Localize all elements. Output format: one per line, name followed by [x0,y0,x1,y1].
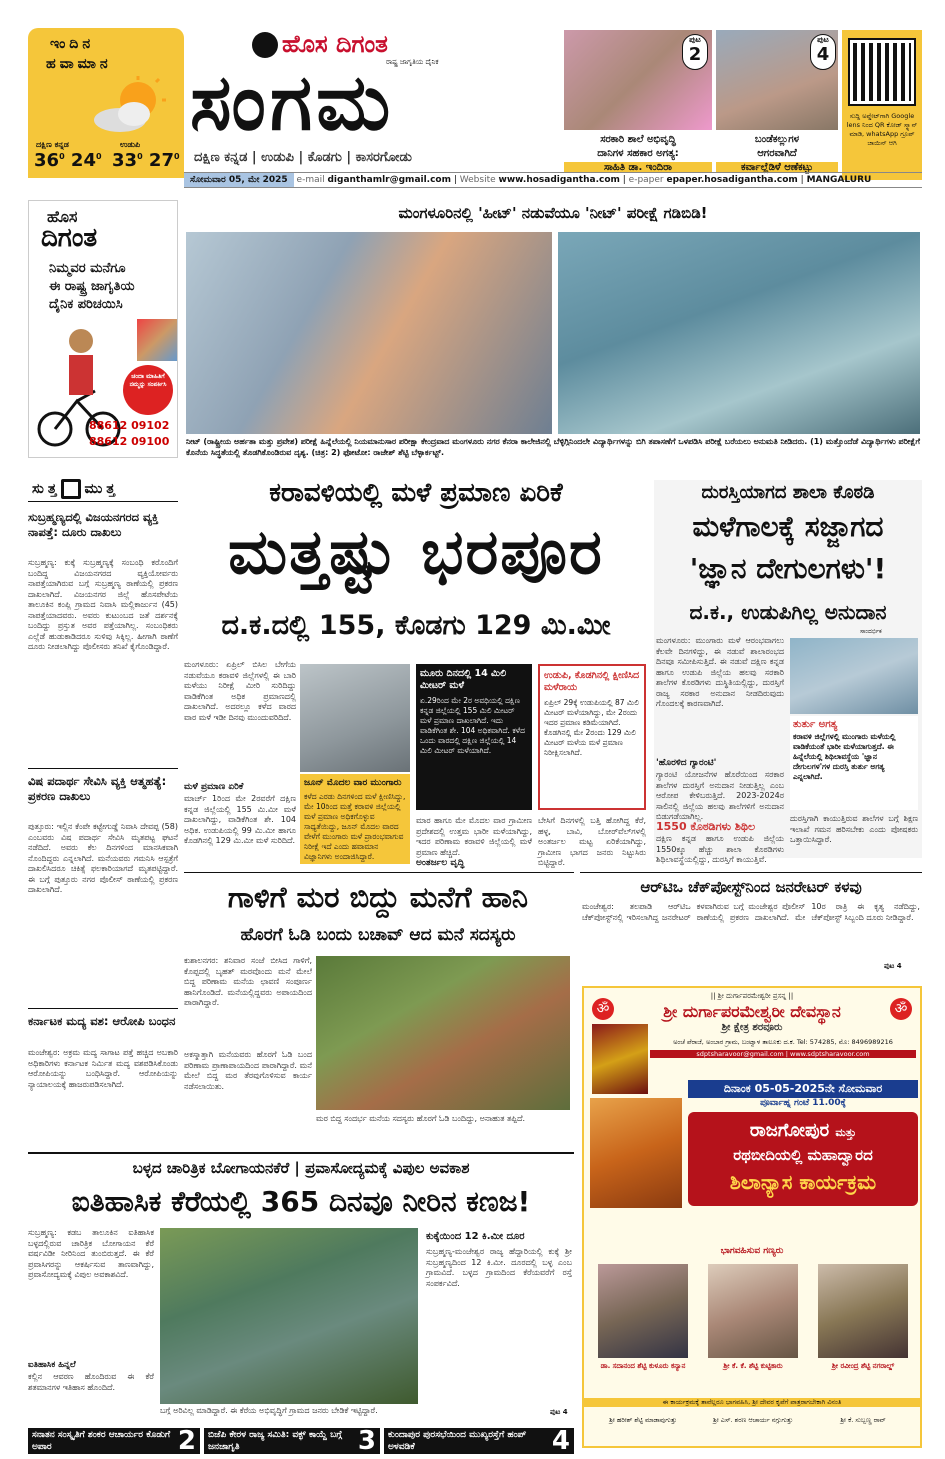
lake-mini-head: ಐತಿಹಾಸಿಕ ಹಿನ್ನಲೆ [28,1360,76,1370]
promo-phone-2[interactable]: 88612 09100 [89,435,170,448]
school-p1: ಮಂಗಳೂರು: ಮುಂಗಾರು ಮಳೆ ಆರಂಭವಾಗಲು ಕೆಲವೇ ದಿನಗಳಿದ್ದು, ಈ ನಡುವೆ ಶಾಲಾರಂಭದ ದಿನವೂ ಸಮೀಪಿಸುತ್ತಿದೆ. ಈ ನಡುವೆ ದಕ್ಷಿಣ ಕನ್ನಡ ಹಾಗೂ ಉಡುಪಿ ಜಿಲ್ಲೆಯ ಹಲವು ಸರಕಾರಿ ಶಾಲೆಗಳ ಕೊಠಡಿಗಳು ದುಸ್ಥಿತಿಯಲ್ಲಿದ್ದು, ದುರಸ್ತಿಗೆ ರಾಜ್ಯ ಸರಕಾರ ಅನುದಾನ ನೀಡದಿರುವುದು ಗೊಂದಲಕ್ಕೆ ಕಾರಣವಾಗಿದೆ. [656,636,784,708]
city1-label: ದಕ್ಷಿಣ ಕನ್ನಡ [36,140,69,149]
guest-photo-2 [708,1264,798,1358]
tree-p3: ಮರ ಬಿದ್ದ ಸಂದರ್ಭ ಮನೆಯ ಸದಸ್ಯರು ಹೊರಗೆ ಓಡಿ ಬಂದಿದ್ದು, ಅನಾಹುತ ತಪ್ಪಿದೆ. [316,1114,526,1123]
june-text: ಕಳೆದ ಎರಡು ದಿನಗಳಿಂದ ಮಳೆ ಕ್ಷೀಣಿಸಿದ್ದು, ಮೇ 10ರಿಂದ ಮತ್ತೆ ಕರಾವಳಿ ಜಿಲ್ಲೆಯಲ್ಲಿ ಮಳೆ ಪ್ರಮಾಣ ಅಧಿಕಗೊಳ್ಳುವ ಸಾಧ್ಯತೆಯಿದ್ದು, ಜೂನ್ ಮೊದಲ ವಾರದ ವೇಳೆಗೆ ಮುಂಗಾರು ಮಳೆ ಪ್ರಾರಂಭವಾಗುವ ನಿರೀಕ್ಷೆ ಇದೆ ಎಂದು ಹವಾಮಾನ ವಿಜ್ಞಾನಿಗಳು ಅಂದಾಜಿಸಿದ್ದಾರೆ. [304,792,406,861]
lake-box [424,1228,574,1380]
brand-small: ಹೊಸ ದಿಗಂತ [282,30,388,58]
promo-line-2: ಈ ರಾಷ್ಟ್ರ ಜಾಗೃತಿಯ [49,279,135,294]
tree-photo [316,956,570,1110]
divider [184,872,574,873]
school-p2: ಗ್ಯಾರಂಟಿ ಯೋಜನೆಗಳ ಹೊರೆಯಿಂದ ಸರಕಾರ ಶಾಲೆಗಳ ದುರಸ್ತಿಗೆ ಅನುದಾನ ನೀಡುತ್ತಿಲ್ಲ ಎಂಬ ಆರೋಪ ಕೇಳಿಬರುತ್ತಿದೆ. 2023-2024ರ ಸಾಲಿನಲ್ಲಿ ಜಿಲ್ಲೆಯ ಹಲವು ಶಾಲೆಗಳಿಗೆ ಅನುದಾನ ಬಿಡುಗಡೆಯಾಗಿಲ್ಲ. [656,770,784,821]
tree-p2: ಅಕಸ್ಮಾತ್ತಾಗಿ ಮನೆಯವರು ಹೊರಗೆ ಓಡಿ ಬಂದ ಪರಿಣಾಮ ಪ್ರಾಣಾಪಾಯದಿಂದ ಪಾರಾಗಿದ್ದಾರೆ. ಮನೆ ಮೇಲೆ ಬಿದ್ದ ಮರ ತೆರವುಗೊಳಿಸುವ ಕಾರ್ಯ ನಡೆಸಲಾಯಿತು. [184,1050,312,1091]
ad-date: ದಿನಾಂಕ 05-05-2025ನೇ ಸೋಮವಾರ [688,1080,918,1098]
rain-sub: ದ.ಕ.ದಲ್ಲಿ 155, ಕೊಡಗು 129 ಮಿ.ಮೀ [221,610,611,641]
qr-code-icon [850,40,914,104]
lake-cont: ಪುಟ 4 [550,1408,568,1416]
website-link[interactable]: www.hosadigantha.com [498,175,620,185]
school-highlight: 1550 ಕೊಠಡಿಗಳು ಶಿಥಿಲ [656,820,756,833]
rain-p1: ಮಂಗಳೂರು: ಏಪ್ರಿಲ್ ಬಿಸಿಲ ಬೇಗೆಯ ನಡುವೆಯೂ ಕರಾವಳಿ ಜಿಲ್ಲೆಗಳಲ್ಲಿ ಈ ಬಾರಿ ಮಳೆಯು ನಿರೀಕ್ಷೆ ಮೀರಿ ಸುರಿದಿದ್ದು ವಾಡಿಕೆಗಿಂತ ಅಧಿಕ ಪ್ರಮಾಣದಲ್ಲಿ ದಾಖಲಾಗಿದೆ. ಅದರಲ್ಲೂ ಕಳೆದ ವಾರದ ವಾರ ಮಳೆ ಇಡೀ ದಿನವು ಮುಂದುವರಿದಿದೆ. [184,660,296,722]
school-box [790,716,918,810]
rain-box-1-head: ಮೂರು ದಿನದಲ್ಲಿ 14 ಮಿಲಿ ಮೀಟರ್ ಮಳೆ [420,668,507,691]
swamiji-photo [590,1098,682,1208]
promo-line-1: ನಿಮ್ಮವರ ಮನೆಗೂ [49,261,126,276]
ad-event-line-3: ಶಿಲಾನ್ಯಾಸ ಕಾರ್ಯಕ್ರಮ [729,1170,877,1194]
website-label: Website [459,175,496,185]
rain-mini-head: ಮಳೆ ಪ್ರಮಾಣ ಏರಿಕೆ [184,782,244,792]
lake-p3: ಬಗ್ಗೆ ಅರಿವಿಲ್ಲ ಮಾಡಿದ್ದಾರೆ. ಈ ಕೆರೆಯ ಅಭಿವೃದ್ಧಿಗೆ ಗ್ರಾಮದ ಜನರು ಬೇಡಿಕೆ ಇಟ್ಟಿದ್ದಾರೆ. [160,1406,378,1415]
sutta-header: ಸು ತ್ತ ಮು ತ್ತ [28,476,178,502]
lake-p1: ಸುಬ್ರಹ್ಮಣ್ಯ: ಕಡಬ ತಾಲೂಕಿನ ಐತಿಹಾಸಿಕ ಬಳ್ಳದಲ್ಲಿರುವ ಚಾರಿತ್ರಿಕ ಬೋಗಾಯನ ಕೆರೆ ವರ್ಷವಿಡೀ ನೀರಿನಿಂದ ತುಂಬಿರುತ್ತದೆ. ಈ ಕೆರೆ ಪ್ರವಾಸಿಗರನ್ನು ಆಕರ್ಷಿಸುವ ತಾಣವಾಗಿದ್ದು, ಪ್ರವಾಸೋದ್ಯಮಕ್ಕೆ ವಿಪುಲ ಅವಕಾಶವಿದೆ. [28,1228,154,1279]
school-mini-head: 'ಹೊರಳಿದ ಗ್ಯಾರಂಟಿ' [656,758,717,768]
ad-event-line-2: ರಥಬೀದಿಯಲ್ಲಿ ಮಹಾದ್ವಾರದ [733,1146,873,1164]
school-p4: ದುರಸ್ತಿಗಾಗಿ ಕಾಯುತ್ತಿರುವ ಶಾಲೆಗಳ ಬಗ್ಗೆ ಶಿಕ್ಷಣ ಇಲಾಖೆ ಗಮನ ಹರಿಸಬೇಕು ಎಂದು ಪೋಷಕರು ಒತ್ತಾಯಿಸಿದ್ದಾರೆ. [790,814,918,844]
lake-kicker: ಬಳ್ಳದ ಚಾರಿತ್ರಿಕ ಬೋಗಾಯನಕೆರೆ | ಪ್ರವಾಸೋದ್ಯಮಕ್ಕೆ ವಿಪುಲ ಅವಕಾಶ [132,1159,470,1177]
lake-p2: ಕಲ್ಲಿನ ಆವರಣ ಹೊಂದಿರುವ ಈ ಕೆರೆ ಶತಮಾನಗಳ ಇತಿಹಾಸ ಹೊಂದಿದೆ. [28,1372,154,1392]
school-box-text: ಕರಾವಳಿ ಜಿಲ್ಲೆಗಳಲ್ಲಿ ಮುಂಗಾರು ಮಳೆಯಲ್ಲಿ ವಾಡಿಕೆಯಂತೆ ಭಾರೀ ಮಳೆಯಾಗುತ್ತದೆ. ಈ ಹಿನ್ನೆಲೆಯಲ್ಲಿ ಶಿಥಿಲಾವಸ್ಥೆಯ 'ಜ್ಞಾನ ದೇಗುಲಗಳ'ಗಳ ದುರಸ್ತಿ ತುರ್ತು ಅಗತ್ಯ ಎನ್ನಲಾಗಿದೆ. [793,732,896,781]
lake-box-head: ಕುಕ್ಕೆಯಿಂದ 12 ಕಿ.ಮೀ ದೂರ [426,1231,525,1242]
rain-p3: ಮಾರ ಹಾಗೂ ಮೇ ಮೊದಲ ವಾರ ಗ್ರಾಮೀಣ ಪ್ರದೇಶದಲ್ಲಿ ಉತ್ತಮ ಭಾರೀ ಮಳೆಯಾಗಿದ್ದು, ಇದರ ಪರಿಣಾಮ ಕರಾವಳಿ ಜಿಲ್ಲೆಯಲ್ಲಿ ಮಳೆ ಪ್ರಮಾಣ ಹೆಚ್ಚಿದೆ. [416,816,532,857]
footer-teaser-1[interactable]: ಸನಾತನ ಸಂಸ್ಕೃತಿಗೆ ಶಂಕರ ಆಚಾರ್ಯರ ಕೊಡುಗೆ ಅಪಾರ 2 [28,1428,200,1454]
sutta-h1: ಸುಬ್ರಹ್ಮಣ್ಯದಲ್ಲಿ ವಿಜಯನಗರದ ವ್ಯಕ್ತಿ ನಾಪತ್ತೆ: ದೂರು ದಾಖಲು [28,510,159,539]
om-icon: ॐ [592,998,614,1020]
rain-box-1 [416,664,532,810]
ad-subtitle: ಶ್ರೀ ಕ್ಷೇತ್ರ ಶರವೂರು [721,1022,783,1033]
ad-sig-1: ಶ್ರೀ ಹರೀಶ್ ಶೆಟ್ಟಿ ಮಾಡಾವುಗುತ್ತು [609,1416,677,1424]
school-kicker: ದುರಸ್ತಿಯಾಗದ ಶಾಲಾ ಕೊಠಡಿ [701,482,875,503]
sutta-p1: ಸುಬ್ರಹ್ಮಣ್ಯ: ಕುಕ್ಕೆ ಸುಬ್ರಹ್ಮಣ್ಯಕ್ಕೆ ಸಂಬಂಧಿ ಕರೊಂದಿಗೆ ಬಂದಿದ್ದ ವಿಜಯನಗರದ ವ್ಯಕ್ತಿಯೋರ್ವರು ನಾಪತ್ತೆಯಾಗಿರುವ ಬಗ್ಗೆ ಸುಬ್ರಹ್ಮಣ್ಯ ಠಾಣೆಯಲ್ಲಿ ಪ್ರಕರಣ ದಾಖಲಾಗಿದೆ. ವಿಜಯನಗರ ಜಿಲ್ಲೆ ಹೊಸಪೇಟೆಯ ತಾಲೂಕಿನ ಕಂಪ್ಲಿ ಗ್ರಾಮದ ನಿವಾಸಿ ಮಲ್ಲಿಕಾರ್ಜುನ (45) ನಾಪತ್ತೆಯಾದವರು. ಅವರು ಕುಟುಂಬದ ಜತೆ ದರ್ಶನಕ್ಕೆ ಬಂದಿದ್ದು ಪ್ರಸ್ತುತ ಅವರ ಪತ್ತೆಯಾಗಿಲ್ಲ. ಸಂಬಂಧಿಕರು ಎಲ್ಲೆಡೆ ಹುಡುಕಾಡಿದರೂ ಸುಳಿವು ಸಿಕ್ಕಿಲ್ಲ. ಹೀಗಾಗಿ ಠಾಣೆಗೆ ದೂರು ನೀಡಲಾಗಿದ್ದು ಪೊಲೀಸರು ತನಿಖೆ ಕೈಗೊಂಡಿದ್ದಾರೆ. [28,558,178,651]
ad-web: sdptsharavoor@gmail.com | www.sdptsharavoor.com [650,1050,916,1058]
divider [28,1152,574,1154]
ad-address: ಅಂಚೆ ಪೆರಾಜೆ, ಅಂಬಾರ ಗ್ರಾಮ, ಬಂಟ್ವಾಳ ತಾಲೂಕು ದ.ಕ. Tel: 574285, ಮೊ: 8496989216 [673,1038,893,1046]
sutta-p3: ಮಂಜೇಶ್ವರ: ಅಕ್ರಮ ಮದ್ಯ ಸಾಗಾಟ ಪತ್ತೆ ಹಚ್ಚಿದ ಅಬಕಾರಿ ಅಧಿಕಾರಿಗಳು ಕರ್ನಾಟಕ ನಿರ್ಮಿತ ಮದ್ಯ ವಶಪಡಿಸಿಕೊಂಡು ಆರೋಪಿಯನ್ನು ಬಂಧಿಸಿದ್ದಾರೆ. ಆರೋಪಿಯನ್ನು ನ್ಯಾಯಾಲಯಕ್ಕೆ ಹಾಜರುಪಡಿಸಲಾಗಿದೆ. [28,1048,178,1089]
emblem-icon [252,32,278,58]
sutta-h3: ಕರ್ನಾಟಕ ಮದ್ಯ ವಶ: ಆರೋಪಿ ಬಂಧನ [28,1014,176,1028]
ad-footer-note: ಈ ಕಾರ್ಯಕ್ರಮಕ್ಕೆ ತಾವೆಲ್ಲರೂ ಭಾಗವಹಿಸಿ, ಶ್ರೀ ದೇವರ ಕೃಪೆಗೆ ಪಾತ್ರರಾಗಬೇಕಾಗಿ ವಿನಂತಿ [584,1398,920,1407]
weather-title-2: ಹವಾಮಾನ [46,56,112,72]
school-p3: ದಕ್ಷಿಣ ಕನ್ನಡ ಹಾಗೂ ಉಡುಪಿ ಜಿಲ್ಲೆಯ 1550ಕ್ಕೂ ಹೆಚ್ಚು ಶಾಲಾ ಕೊಠಡಿಗಳು ಶಿಥಿಲಾವಸ್ಥೆಯಲ್ಲಿದ್ದು, ದುರಸ್ತಿಗೆ ಕಾಯುತ್ತಿವೆ. [656,834,784,864]
city1-temps: $36^0$ $24^0$ [34,150,102,171]
rain-box-1-text: ಏ.29ರಿಂದ ಮೇ 2ರ ಅವಧಿಯಲ್ಲಿ ದಕ್ಷಿಣ ಕನ್ನಡ ಜಿಲ್ಲೆಯಲ್ಲಿ 155 ಮಿಲಿ ಮೀಟರ್ ಮಳೆ ಪ್ರಮಾಣ ದಾಖಲಾಗಿದೆ. ಇದು ವಾಡಿಕೆಗಿಂತ ಶೇ. 104 ಅಧಿಕವಾಗಿದೆ. ಕಳೆದ ಒಂದು ವಾರದಲ್ಲಿ ದಕ್ಷಿಣ ಜಿಲ್ಲೆಯಲ್ಲಿ 14 ಮಿಲಿ ಮೀಟರ್ ಮಳೆಯಾಗಿದೆ. [420,696,525,755]
lake-headline: ಐತಿಹಾಸಿಕ ಕೆರೆಯಲ್ಲಿ 365 ದಿನವೂ ನೀರಿನ ಕಣಜ! [71,1185,531,1218]
newspaper-stack-icon [137,319,177,361]
regions: ದಕ್ಷಿಣ ಕನ್ನಡ | ಉಡುಪಿ | ಕೊಡಗು | ಕಾಸರಗೋಡು [194,150,412,165]
neet-headline: ಮಂಗಳೂರಿನಲ್ಲಿ 'ಹೀಟ್' ನಡುವೆಯೂ 'ನೀಟ್' ಪರೀಕ್ಷೆ ಗಡಿಬಿಡಿ! [398,204,708,222]
june-head: ಜೂನ್ ಮೊದಲ ವಾರ ಮುಂಗಾರು [304,778,402,788]
teaser-2-text1: ಬಂಡೆಕಲ್ಲುಗಳ [754,134,800,145]
rain-kicker: ಕರಾವಳಿಯಲ್ಲಿ ಮಳೆ ಪ್ರಮಾಣ ಏರಿಕೆ [269,478,563,508]
guest-photo-3 [818,1264,908,1358]
rain-box-2 [538,664,646,810]
guest-1-name: ಡಾ. ಸದಾನಂದ ಶೆಟ್ಟಿ ಕುಳೂರು ಕನ್ಯಾನ [600,1362,686,1370]
promo-logo-2: ದಿಗಂತ [41,223,98,253]
weather-data [28,140,184,178]
rain-box-2-text: ಏಪ್ರಿಲ್ 29ಕ್ಕೆ ಉಡುಪಿಯಲ್ಲಿ 87 ಮಿಲಿ ಮೀಟರ್ ಮಳೆಯಾಗಿದ್ದು, ಮೇ 2ರಂದು ಇದರ ಪ್ರಮಾಣ ಕಡಿಮೆಯಾಗಿದೆ. ಕೊಡಗಿನಲ್ಲಿ ಮೇ 2ರಂದು 129 ಮಿಲಿ ಮೀಟರ್ ಮಳೆಯ ಮಳೆ ಪ್ರಮಾಣ ನಿರೀಕ್ಷಿಸಲಾಗಿದೆ. [544,698,639,757]
city2-label: ಉಡುಪಿ [120,140,141,149]
brand-big: ಸಂಗಮ [190,58,395,148]
book-icon [61,479,81,499]
rto-cont: ಪುಟ 4 [884,962,902,970]
rain-p2: ಮಾರ್ಚ್ 1ರಿಂದ ಮೇ 2ರವರೆಗೆ ದಕ್ಷಿಣ ಕನ್ನಡ ಜಿಲ್ಲೆಯಲ್ಲಿ 155 ಮಿ.ಮೀ ಮಳೆ ದಾಖಲಾಗಿದ್ದು, ವಾಡಿಕೆಗಿಂತ ಶೇ. 104 ಅಧಿಕ. ಉಡುಪಿಯಲ್ಲಿ 99 ಮಿ.ಮೀ ಹಾಗೂ ಕೊಡಗಿನಲ್ಲಿ 129 ಮಿ.ಮೀ ಮಳೆ ಸುರಿದಿದೆ. [184,794,296,845]
neet-photo-2 [558,232,920,434]
school-sub: ದ.ಕ., ಉಡುಪಿಗಿಲ್ಲ ಅನುದಾನ [689,600,887,624]
weather-box [28,28,184,178]
edition: MANGALURU [806,175,872,185]
masthead-logo [190,28,560,178]
school-box-head: ತುರ್ತು ಅಗತ್ಯ [793,719,838,730]
weather-title-1: ಇಂದಿನ [50,36,95,52]
rto-headline: ಆರ್‌ಟಿಒ ಚೆಕ್‌ಪೋಸ್ಟ್‌ನಿಂದ ಜನರೇಟರ್ ಕಳವು [640,878,862,896]
lake-box-text: ಸುಬ್ರಹ್ಮಣ್ಯ-ಮಂಜೇಶ್ವರ ರಾಜ್ಯ ಹೆದ್ದಾರಿಯಲ್ಲಿ ಕುಕ್ಕೆ ಶ್ರೀ ಸುಬ್ರಹ್ಮಣ್ಯದಿಂದ 12 ಕಿ.ಮೀ. ದೂರದಲ್ಲಿ ಬಳ್ಳ ಎಂಬ ಗ್ರಾಮವಿದೆ. ಬಳ್ಳದ ಗ್ರಾಮದಿಂದ ಕೆರೆಯವರೆಗೆ ರಸ್ತೆ ಸಂಪರ್ಕವಿದೆ. [426,1247,572,1288]
teaser-1[interactable] [564,30,712,180]
promo-badge: ಚಂದಾ ಮಾಹಿತಿಗೆ ನಮ್ಮನ್ನು ಸಂಪರ್ಕಿಸಿ [123,365,173,415]
promo-logo-1: ಹೊಸ [47,207,78,226]
teaser-2-text2: ಆಗರವಾಗಿದೆ [757,148,797,159]
teaser-1-page: ಪುಟ 2 [682,34,708,70]
neet-caption: ನೀಟ್ (ರಾಷ್ಟ್ರೀಯ ಅರ್ಹತಾ ಮತ್ತು ಪ್ರವೇಶ) ಪರೀಕ್ಷೆ ಹಿನ್ನೆಲೆಯಲ್ಲಿ ನಿಯಮಾನುಸಾರ ಪರೀಕ್ಷಾ ಕೇಂದ್ರವಾದ ಮಂಗಳೂರು ನಗರ ಕೆನರಾ ಕಾಲೇಜಿನಲ್ಲಿ ಬೆಳ್ಳಿಗ್ಗಿನಿಂದಲೇ ವಿದ್ಯಾರ್ಥಿಗಳನ್ನು ಬಿಗಿ ತಪಾಸಣೆಗೆ ಒಳಪಡಿಸಿ ಪರೀಕ್ಷೆ ಬರೆಯಲು ಅನುಮತಿ ನೀಡಿದರು. (1) ಮತ್ತೊಂದೆಡೆ ವಿದ್ಯಾರ್ಥಿಗಳು ಪರೀಕ್ಷೆಗೆ ಕೊನೆಯ ಸಿದ್ಧತೆಯಲ್ಲಿ ತೊಡಗಿಕೊಂಡಿರುವ ದೃಶ್ಯ. (ಚಿತ್ರ: 2) ಫೋಟೋ: ರಾಜೇಶ್ ಶೆಟ್ಟಿ ಬೆಳ್ಳಾರ್ಕಟ್ಟ್. [186,437,920,457]
ad-top: || ಶ್ರೀ ದುರ್ಗಾಪರಮೇಶ್ವರೀ ಪ್ರಸನ್ನ || [710,992,794,1000]
temple-ad[interactable] [582,986,922,1448]
school-photo [790,638,918,714]
footer-teaser-2[interactable]: ಬಿಜೆಪಿ ಕೇರಳ ರಾಜ್ಯ ಸಮಿತಿ: ವಕ್ಫ್ ಕಾಯ್ದೆ ಬಗ್ಗೆ ಜನಜಾಗೃತಿ 3 [204,1428,380,1454]
ad-presence: ಭಾಗವಹಿಸುವ ಗಣ್ಯರು [720,1246,784,1256]
teaser-2[interactable] [716,30,838,180]
rain-mini-head-2: ಅಂತರ್ಜಲ ವೃದ್ಧಿ [416,858,465,868]
ad-sig-2: ಶ್ರೀ ಎಸ್. ಶರಣ ಆಚಾರ್ಯ ನಗ್ಗುಗುತ್ತು [713,1416,793,1424]
teaser-1-text2: ದಾನಿಗಳ ಸಹಕಾರ ಅಗತ್ಯ: [597,148,679,159]
rain-headline: ಮತ್ತಷ್ಟು ಭರಪೂರ [228,515,604,588]
qr-panel[interactable] [842,30,922,180]
teaser-1-text1: ಸರಕಾರಿ ಶಾಲೆ ಅಭಿವೃದ್ಧಿ [600,134,676,145]
ad-event-line-1: ರಾಜಗೋಪುರ ಮತ್ತು [749,1120,857,1141]
teaser-2-text3: ಕರ್ವಾಲ್ಲೆಡಿಳೆ ಆಣೆಕಟ್ಟು [716,162,838,173]
divider [580,872,922,873]
rto-p1: ಮಂಜೇಶ್ವರ: ತಲಪಾಡಿ ಆರ್‌ಟಿಒ ಚೆಕ್‌ಪೋಸ್ಟ್‌ನಲ್ಲಿ ಇರಿಸಲಾಗಿದ್ದ ಜನರೇಟರ್ ಕಳವಾಗಿರುವ ಬಗ್ಗೆ ಮಂಜೇಶ್ವರ ಪೊಲೀಸ್ ಠಾಣೆಯಲ್ಲಿ ಪ್ರಕರಣ ದಾಖಲಾಗಿದೆ. ಮೇ 10ರ ರಾತ್ರಿ ಈ ಕೃತ್ಯ ನಡೆದಿದ್ದು, ಚೆಕ್‌ಪೋಸ್ಟ್ ಸಿಬ್ಬಂದಿ ದೂರು ನೀಡಿದ್ದಾರೆ. [582,902,920,922]
ad-sig-3: ಶ್ರೀ ಕೆ. ಸುಬ್ಬಣ್ಣ ರಾವ್ [840,1416,886,1424]
sun-cloud-icon [90,76,170,136]
ad-time: ಪೂರ್ವಾಹ್ನ ಗಂಟೆ 11.00ಕ್ಕೆ [760,1098,846,1108]
dateline-date: ಸೋಮವಾರ 05, ಮೇ 2025 [184,173,294,187]
promo-line-3: ದೈನಿಕ ಪರಿಚಯಿಸಿ [49,297,123,312]
sutta-p2: ಪುತ್ತೂರು: ಇಲ್ಲಿನ ಕೆಂಪೇ ಕಟ್ಟೇಗುಡ್ಡೆ ನಿವಾಸಿ ದೇವಪ್ಪ (58) ಎಂಬವರು ವಿಷ ಪದಾರ್ಥ ಸೇವಿಸಿ ಮೃತಪಟ್ಟ ಘಟನೆ ನಡೆದಿದೆ. ಅವರು ಕೆಲ ದಿನಗಳಿಂದ ಮಾನಸಿಕವಾಗಿ ನೊಂದಿದ್ದರು ಎನ್ನಲಾಗಿದೆ. ಮನೆಯವರು ಗಮನಿಸಿ ಆಸ್ಪತ್ರೆಗೆ ದಾಖಲಿಸಿದರೂ ಚಿಕಿತ್ಸೆ ಫಲಕಾರಿಯಾಗದೆ ಮೃತಪಟ್ಟಿದ್ದಾರೆ. ಈ ಬಗ್ಗೆ ಪುತ್ತೂರು ನಗರ ಪೊಲೀಸ್ ಠಾಣೆಯಲ್ಲಿ ಪ್ರಕರಣ ದಾಖಲಾಗಿದೆ. [28,822,178,894]
tree-headline: ಗಾಳಿಗೆ ಮರ ಬಿದ್ದು ಮನೆಗೆ ಹಾನಿ [227,880,529,914]
ad-title: ಶ್ರೀ ದುರ್ಗಾಪರಮೇಶ್ವರೀ ದೇವಸ್ಥಾನ [663,1002,841,1021]
rain-box-2-head: ಉಡುಪಿ, ಕೊಡಗಿನಲ್ಲಿ ಕ್ಷೀಣಿಸಿದ ಮಳೆರಾಯ [544,670,640,693]
deity-image [592,1024,648,1094]
teaser-2-page: ಪುಟ 4 [810,34,836,70]
brand-tag: ರಾಷ್ಟ್ರ ಜಾಗೃತಿಯ ದೈನಿಕ [386,58,439,66]
city2-temps: $33^0$ $27^0$ [112,150,180,171]
school-headline-2: 'ಜ್ಞಾನ ದೇಗುಲಗಳು'! [689,552,887,585]
epaper-label: e-paper [628,175,664,185]
tree-p1: ಕುಶಾಲನಗರ: ಶನಿವಾರ ಸಂಜೆ ಬೀಸಿದ ಗಾಳಿಗೆ, ಕೊಪ್ಪದಲ್ಲಿ ಬೃಹತ್ ಮರವೊಂದು ಮನೆ ಮೇಲೆ ಬಿದ್ದ ಪರಿಣಾಮ ಮನೆಯ ಛಾವಣಿ ಸಂಪೂರ್ಣ ಹಾನಿಗೊಂಡಿದೆ. ಮನೆಯಲ್ಲಿದ್ದವರು ಅಪಾಯದಿಂದ ಪಾರಾಗಿದ್ದಾರೆ. [184,956,312,1007]
promo-phone-1[interactable]: 88612 09102 [89,419,170,432]
lake-photo [160,1228,418,1404]
dateline-bar: ಸೋಮವಾರ 05, ಮೇ 2025 e-mail diganthamlr@gmail.com | Website www.hosadigantha.com | e-paper epaper.hosadigantha.com | MANGALURU [184,172,922,188]
school-headline-1: ಮಳೆಗಾಲಕ್ಕೆ ಸಜ್ಜಾಗದ [692,510,884,543]
qr-text: ಸುದ್ದಿ ಅಪ್ಡೇಟ್‌ಗಾಗಿ Google lens ನಿಂದ QR ಕೋಡ್ ಸ್ಕ್ಯಾನ್ ಮಾಡಿ, whatsApp ಗ್ರೂಪ್ ಜಾಯಿನ್ ಆಗಿ [846,112,918,147]
footer-teaser-3[interactable]: ಕುಂದಾಪುರ ಪುರಸಭೆಯಿಂದ ಮುಖ್ಯರಸ್ತೆಗೆ ಹಂಪ್ ಅಳವಡಿಕೆ 4 [384,1428,574,1454]
school-byline: ಸಾಂದರ್ಭಿಕ [860,628,882,635]
tree-sub: ಹೊರಗೆ ಓಡಿ ಬಂದು ಬಚಾವ್ ಆದ ಮನೆ ಸದಸ್ಯರು [240,925,516,945]
subscription-promo[interactable] [28,200,178,458]
email-label: e-mail [296,175,325,185]
rain-photo [300,664,410,772]
om-icon: ॐ [890,998,912,1020]
divider [28,768,178,769]
divider [28,1008,178,1009]
guest-3-name: ಶ್ರೀ ರವೀಂದ್ರ ಶೆಟ್ಟಿ ನಗರಾಲ್ಡ್ [831,1362,895,1370]
epaper-link[interactable]: epaper.hosadigantha.com [666,175,798,185]
guest-2-name: ಶ್ರೀ ಕೆ. ಕೆ. ಶೆಟ್ಟಿ ಕುಟ್ಟಿಕಾರು [723,1362,783,1370]
neet-photo-1 [186,232,552,434]
email-link[interactable]: diganthamlr@gmail.com [327,175,451,185]
guest-photo-1 [598,1264,688,1358]
rain-p4: ಬೇಸಿಗೆ ದಿನಗಳಲ್ಲಿ ಬತ್ತಿ ಹೋಗಿದ್ದ ಕೆರೆ, ಹಳ್ಳ, ಬಾವಿ, ಬೋರ್‌ವೆಲ್‌ಗಳಲ್ಲಿ ಅಂತರ್ಜಲ ಮಟ್ಟ ಏರಿಕೆಯಾಗಿದ್ದು, ಗ್ರಾಮೀಣ ಭಾಗದ ಜನರು ನಿಟ್ಟುಸಿರು ಬಿಟ್ಟಿದ್ದಾರೆ. [538,816,646,867]
june-box [300,774,410,864]
sutta-h2: ವಿಷ ಪದಾರ್ಥ ಸೇವಿಸಿ ವ್ಯಕ್ತಿ ಆತ್ಮಹತ್ಯೆ: ಪ್ರಕರಣ ದಾಖಲು [28,774,167,803]
teaser-1-text3: ಸಾಹಿತಿ ಡಾ. ಇಂದಿರಾ [564,162,712,173]
